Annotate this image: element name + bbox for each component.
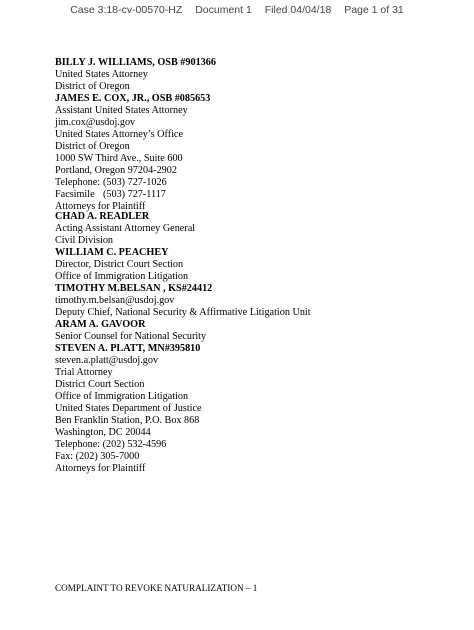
attorney-title: Assistant United States Attorney <box>55 105 188 116</box>
division: Civil Division <box>55 235 114 246</box>
telephone-value: (503) 727-1026 <box>103 177 167 188</box>
attorney-name: JAMES E. COX, JR., OSB #085653 <box>55 93 211 104</box>
attorney-title: United States Attorney <box>55 69 148 80</box>
district: District of Oregon <box>55 81 130 92</box>
street-address: Ben Franklin Station, P.O. Box 868 <box>55 415 200 426</box>
attorney-name: ARAM A. GAVOOR <box>55 319 146 330</box>
doj-attorney-block <box>55 211 455 475</box>
facsimile-line <box>55 189 455 201</box>
telephone-line <box>55 177 455 189</box>
attorney-name: TIMOTHY M.BELSAN , KS#24412 <box>55 283 213 294</box>
page-footer: COMPLAINT TO REVOKE NATURALIZATION – 1 <box>55 583 258 593</box>
city-state-zip: Portland, Oregon 97204-2902 <box>55 165 177 176</box>
office-name: Office of Immigration Litigation <box>55 271 189 282</box>
facsimile-label: Facsimile <box>55 189 95 200</box>
facsimile-value: (503) 727-1117 <box>103 189 166 200</box>
office-name: United States Attorney’s Office <box>55 129 183 140</box>
department-name: United States Department of Justice <box>55 403 202 414</box>
telephone-line: Telephone: (202) 532-4596 <box>55 439 167 450</box>
attorney-title: Acting Assistant Attorney General <box>55 223 196 234</box>
case-number: Case 3:18-cv-00570-HZ <box>70 4 183 16</box>
email-address: steven.a.platt@usdoj.gov <box>55 355 159 366</box>
telephone-label: Telephone: <box>55 177 101 188</box>
attorney-name: STEVEN A. PLATT, MN#395810 <box>55 343 201 354</box>
email-address: jim.cox@usdoj.gov <box>55 117 136 128</box>
attorney-title: Director, District Court Section <box>55 259 184 270</box>
oregon-attorney-block <box>55 57 455 213</box>
street-address: 1000 SW Third Ave., Suite 600 <box>55 153 183 164</box>
ecf-header <box>0 4 474 16</box>
section-name: District Court Section <box>55 379 145 390</box>
filed-date: Filed 04/04/18 <box>264 4 332 16</box>
attorney-title: Senior Counsel for National Security <box>55 331 207 342</box>
attorneys-for-plaintiff: Attorneys for Plaintiff <box>55 201 146 212</box>
attorney-name: WILLIAM C. PEACHEY <box>55 247 169 258</box>
attorneys-for-plaintiff: Attorneys for Plaintiff <box>55 463 146 474</box>
attorney-title: Deputy Chief, National Security & Affirmative Litigation Unit <box>55 307 311 318</box>
district: District of Oregon <box>55 141 130 152</box>
attorney-name: CHAD A. READLER <box>55 211 150 222</box>
office-name: Office of Immigration Litigation <box>55 391 189 402</box>
email-address: timothy.m.belsan@usdoj.gov <box>55 295 175 306</box>
city-state-zip: Washington, DC 20044 <box>55 427 151 438</box>
attorney-name: BILLY J. WILLIAMS, OSB #901366 <box>55 57 216 68</box>
page-number: Page 1 of 31 <box>344 4 404 16</box>
fax-line: Fax: (202) 305-7000 <box>55 451 140 462</box>
document-number: Document 1 <box>195 4 252 16</box>
attorney-title: Trial Attorney <box>55 367 113 378</box>
